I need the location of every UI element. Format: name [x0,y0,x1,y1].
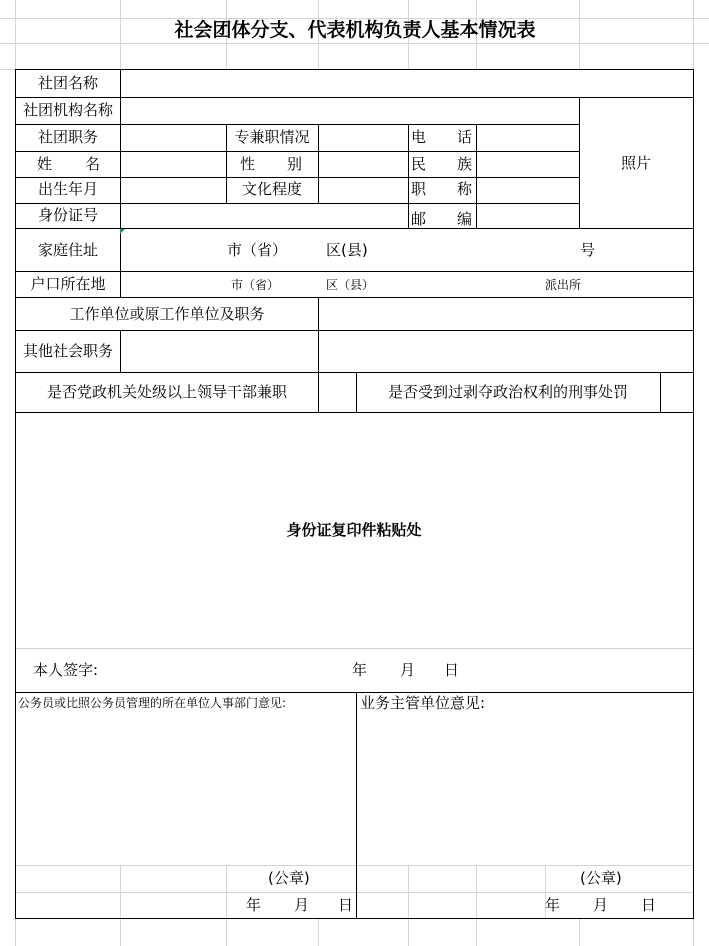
label-signature: 本人签字: [33,661,99,679]
label-name-char2: 名 [85,155,101,173]
form-borders [15,69,694,919]
label-education: 文化程度 [241,180,303,198]
sign-month: 月 [400,661,416,679]
label-org-position: 社团职务 [37,128,99,146]
label-name-char1: 姓 [37,155,53,173]
label-home-address: 家庭住址 [37,241,99,259]
label-postcode-char2: 编 [457,210,473,228]
label-household: 户口所在地 [30,275,106,293]
label-work-unit: 工作单位或原工作单位及职务 [69,305,265,323]
label-phone-char2: 话 [457,128,473,146]
household-police-hint: 派出所 [545,278,582,292]
id-copy-area: 身份证复印件粘贴处 [286,521,422,539]
home-city-hint: 市（省） [227,241,288,259]
left-month: 月 [294,896,310,914]
supervisor-opinion-label: 业务主管单位意见: [360,694,486,712]
label-org-branch-name: 社团机构名称 [22,101,114,119]
home-number-hint: 号 [580,241,596,259]
hr-opinion-label: 公务员或比照公务员管理的所在单位人事部门意见: [18,696,287,710]
right-day: 日 [641,896,657,914]
label-birth: 出生年月 [37,180,99,198]
label-gender-char1: 性 [240,155,256,173]
label-ethnic-char1: 民 [411,155,427,173]
label-gender-char2: 别 [287,155,303,173]
right-month: 月 [593,896,609,914]
cell-marker [120,229,125,234]
label-criminal-record: 是否受到过剥夺政治权利的刑事处罚 [387,383,629,401]
label-ethnic-char2: 族 [457,155,473,173]
label-other-roles: 其他社会职务 [22,342,114,360]
label-org-name: 社团名称 [37,74,99,92]
label-title-char1: 职 [411,180,427,198]
label-party-cadre: 是否党政机关处级以上领导干部兼职 [46,383,288,401]
label-fulltime: 专兼职情况 [234,128,310,146]
page-title: 社会团体分支、代表机构负责人基本情况表 [174,19,536,41]
left-year: 年 [246,896,262,914]
household-district-hint: 区（县） [326,278,375,292]
label-phone-char1: 电 [411,128,427,146]
label-photo: 照片 [620,154,652,172]
label-title-char2: 称 [457,180,473,198]
sign-day: 日 [444,661,460,679]
left-day: 日 [338,896,354,914]
household-city-hint: 市（省） [231,278,280,292]
label-postcode-char1: 邮 [411,210,427,228]
home-district-hint: 区(县) [326,241,368,259]
seal-right: (公章) [580,869,622,887]
right-year: 年 [545,896,561,914]
sign-year: 年 [352,661,368,679]
seal-left: (公章) [268,869,310,887]
label-id-number: 身份证号 [37,206,99,224]
